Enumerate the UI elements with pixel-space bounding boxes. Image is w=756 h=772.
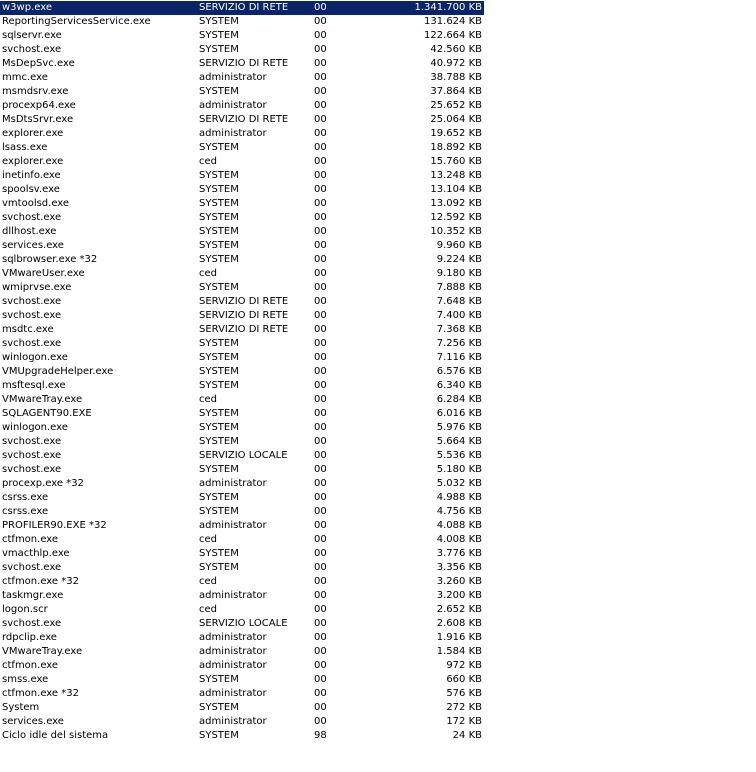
process-memory: 4.988 KB — [436, 492, 482, 503]
process-row[interactable] — [0, 435, 484, 449]
process-name: svchost.exe — [2, 436, 62, 447]
process-cpu: 00 — [314, 716, 327, 727]
process-memory: 7.888 KB — [436, 282, 482, 293]
process-row[interactable] — [0, 547, 484, 561]
process-cpu: 00 — [314, 212, 327, 223]
process-name: SQLAGENT90.EXE — [2, 408, 92, 419]
process-memory: 660 KB — [446, 674, 482, 685]
process-memory: 7.368 KB — [436, 324, 482, 335]
process-memory: 6.340 KB — [436, 380, 482, 391]
process-cpu: 00 — [314, 702, 327, 713]
process-row[interactable] — [0, 393, 484, 407]
process-memory: 9.180 KB — [436, 268, 482, 279]
process-user: SYSTEM — [199, 16, 239, 27]
process-name: sqlservr.exe — [2, 30, 62, 41]
process-user: administrator — [199, 590, 267, 601]
process-user: ced — [199, 268, 217, 279]
process-user: SYSTEM — [199, 240, 239, 251]
process-memory: 5.180 KB — [436, 464, 482, 475]
process-name: VMUpgradeHelper.exe — [2, 366, 114, 377]
process-user: SYSTEM — [199, 254, 239, 265]
process-user: SYSTEM — [199, 464, 239, 475]
process-memory: 1.584 KB — [436, 646, 482, 657]
process-user: administrator — [199, 646, 267, 657]
process-cpu: 00 — [314, 310, 327, 321]
process-row[interactable] — [0, 281, 484, 295]
process-row[interactable] — [0, 43, 484, 57]
process-user: SYSTEM — [199, 282, 239, 293]
process-user: SYSTEM — [199, 702, 239, 713]
process-name: System — [2, 702, 40, 713]
process-row[interactable] — [0, 253, 484, 267]
process-row[interactable] — [0, 309, 484, 323]
process-name: inetinfo.exe — [2, 170, 61, 181]
process-name: ReportingServicesService.exe — [2, 16, 151, 27]
process-row[interactable] — [0, 113, 484, 127]
process-user: SYSTEM — [199, 86, 239, 97]
process-user: SERVIZIO DI RETE — [199, 310, 289, 321]
process-name: PROFILER90.EXE *32 — [2, 520, 107, 531]
process-row[interactable] — [0, 211, 484, 225]
process-name: msmdsrv.exe — [2, 86, 69, 97]
process-user: SERVIZIO DI RETE — [199, 114, 289, 125]
process-memory: 5.976 KB — [436, 422, 482, 433]
process-cpu: 00 — [314, 422, 327, 433]
process-memory: 5.536 KB — [436, 450, 482, 461]
process-name: msftesql.exe — [2, 380, 66, 391]
process-user: SYSTEM — [199, 226, 239, 237]
process-name: MsDtsSrvr.exe — [2, 114, 74, 125]
process-memory: 15.760 KB — [430, 156, 482, 167]
process-row[interactable] — [0, 1, 484, 15]
process-cpu: 00 — [314, 58, 327, 69]
process-list — [0, 1, 484, 743]
process-name: services.exe — [2, 716, 64, 727]
process-memory: 13.248 KB — [430, 170, 482, 181]
process-name: logon.scr — [2, 604, 48, 615]
process-cpu: 00 — [314, 618, 327, 629]
process-user: ced — [199, 604, 217, 615]
process-cpu: 00 — [314, 576, 327, 587]
process-row[interactable] — [0, 533, 484, 547]
process-user: administrator — [199, 72, 267, 83]
process-user: SYSTEM — [199, 492, 239, 503]
process-user: SYSTEM — [199, 380, 239, 391]
process-cpu: 00 — [314, 436, 327, 447]
process-user: SYSTEM — [199, 562, 239, 573]
process-row[interactable] — [0, 295, 484, 309]
process-user: SYSTEM — [199, 548, 239, 559]
process-row[interactable] — [0, 673, 484, 687]
process-memory: 3.200 KB — [436, 590, 482, 601]
process-cpu: 00 — [314, 296, 327, 307]
process-memory: 3.776 KB — [436, 548, 482, 559]
process-cpu: 00 — [314, 72, 327, 83]
process-name: ctfmon.exe — [2, 660, 59, 671]
process-row[interactable] — [0, 715, 484, 729]
process-user: administrator — [199, 478, 267, 489]
process-cpu: 00 — [314, 646, 327, 657]
process-cpu: 00 — [314, 450, 327, 461]
process-memory: 6.284 KB — [436, 394, 482, 405]
process-memory: 3.260 KB — [436, 576, 482, 587]
process-name: explorer.exe — [2, 128, 64, 139]
process-cpu: 00 — [314, 156, 327, 167]
process-user: administrator — [199, 632, 267, 643]
process-name: wmiprvse.exe — [2, 282, 72, 293]
process-name: lsass.exe — [2, 142, 48, 153]
process-name: csrss.exe — [2, 506, 49, 517]
process-cpu: 00 — [314, 352, 327, 363]
process-cpu: 00 — [314, 170, 327, 181]
process-name: winlogon.exe — [2, 352, 68, 363]
process-row[interactable] — [0, 141, 484, 155]
process-memory: 6.016 KB — [436, 408, 482, 419]
process-memory: 4.756 KB — [436, 506, 482, 517]
process-user: administrator — [199, 520, 267, 531]
process-user: SYSTEM — [199, 436, 239, 447]
process-cpu: 00 — [314, 464, 327, 475]
process-user: ced — [199, 576, 217, 587]
process-row[interactable] — [0, 379, 484, 393]
process-memory: 5.032 KB — [436, 478, 482, 489]
process-cpu: 00 — [314, 380, 327, 391]
process-cpu: 00 — [314, 282, 327, 293]
process-cpu: 00 — [314, 226, 327, 237]
process-row[interactable] — [0, 617, 484, 631]
process-memory: 1.916 KB — [436, 632, 482, 643]
process-row[interactable] — [0, 407, 484, 421]
process-name: svchost.exe — [2, 212, 62, 223]
process-user: administrator — [199, 688, 267, 699]
process-memory: 2.652 KB — [436, 604, 482, 615]
process-memory: 6.576 KB — [436, 366, 482, 377]
process-cpu: 00 — [314, 114, 327, 125]
process-user: SERVIZIO DI RETE — [199, 2, 289, 13]
process-cpu: 00 — [314, 674, 327, 685]
process-memory: 5.664 KB — [436, 436, 482, 447]
process-cpu: 00 — [314, 394, 327, 405]
process-cpu: 00 — [314, 2, 327, 13]
process-memory: 272 KB — [446, 702, 482, 713]
process-name: procexp64.exe — [2, 100, 76, 111]
process-name: explorer.exe — [2, 156, 64, 167]
process-memory: 13.104 KB — [430, 184, 482, 195]
process-name: vmacthlp.exe — [2, 548, 70, 559]
process-name: svchost.exe — [2, 44, 62, 55]
process-memory: 172 KB — [446, 716, 482, 727]
process-user: SYSTEM — [199, 198, 239, 209]
process-row[interactable] — [0, 589, 484, 603]
process-cpu: 00 — [314, 548, 327, 559]
process-row[interactable] — [0, 365, 484, 379]
process-row[interactable] — [0, 169, 484, 183]
process-cpu: 00 — [314, 660, 327, 671]
process-memory: 10.352 KB — [430, 226, 482, 237]
process-row[interactable] — [0, 85, 484, 99]
process-name: taskmgr.exe — [2, 590, 64, 601]
process-memory: 38.788 KB — [430, 72, 482, 83]
process-memory: 7.116 KB — [436, 352, 482, 363]
process-user: SERVIZIO DI RETE — [199, 296, 289, 307]
process-user: SYSTEM — [199, 338, 239, 349]
process-cpu: 00 — [314, 688, 327, 699]
process-row[interactable] — [0, 421, 484, 435]
process-cpu: 00 — [314, 366, 327, 377]
process-cpu: 98 — [314, 730, 327, 741]
process-user: SYSTEM — [199, 674, 239, 685]
process-name: svchost.exe — [2, 562, 62, 573]
process-user: SERVIZIO DI RETE — [199, 324, 289, 335]
process-row[interactable] — [0, 127, 484, 141]
process-name: vmtoolsd.exe — [2, 198, 70, 209]
process-row[interactable] — [0, 351, 484, 365]
process-user: administrator — [199, 716, 267, 727]
process-name: smss.exe — [2, 674, 49, 685]
process-memory: 18.892 KB — [430, 142, 482, 153]
process-name: sqlbrowser.exe *32 — [2, 254, 98, 265]
process-cpu: 00 — [314, 478, 327, 489]
process-memory: 12.592 KB — [430, 212, 482, 223]
process-cpu: 00 — [314, 184, 327, 195]
process-user: SYSTEM — [199, 730, 239, 741]
process-user: SYSTEM — [199, 408, 239, 419]
process-user: ced — [199, 534, 217, 545]
process-name: mmc.exe — [2, 72, 48, 83]
process-user: SERVIZIO LOCALE — [199, 450, 288, 461]
process-name: svchost.exe — [2, 338, 62, 349]
process-cpu: 00 — [314, 338, 327, 349]
process-name: MsDepSvc.exe — [2, 58, 75, 69]
process-row[interactable] — [0, 603, 484, 617]
process-row[interactable] — [0, 71, 484, 85]
process-name: svchost.exe — [2, 450, 62, 461]
process-cpu: 00 — [314, 324, 327, 335]
process-user: SERVIZIO DI RETE — [199, 58, 289, 69]
process-memory: 4.008 KB — [436, 534, 482, 545]
process-name: ctfmon.exe *32 — [2, 688, 79, 699]
process-cpu: 00 — [314, 30, 327, 41]
process-name: svchost.exe — [2, 464, 62, 475]
process-cpu: 00 — [314, 590, 327, 601]
process-user: SYSTEM — [199, 352, 239, 363]
process-cpu: 00 — [314, 492, 327, 503]
process-name: procexp.exe *32 — [2, 478, 84, 489]
process-name: w3wp.exe — [2, 2, 52, 13]
process-name: VMwareUser.exe — [2, 268, 85, 279]
process-memory: 122.664 KB — [424, 30, 482, 41]
process-row[interactable] — [0, 729, 484, 743]
process-memory: 3.356 KB — [436, 562, 482, 573]
process-user: SYSTEM — [199, 170, 239, 181]
process-cpu: 00 — [314, 632, 327, 643]
process-user: SYSTEM — [199, 30, 239, 41]
process-name: msdtc.exe — [2, 324, 54, 335]
process-cpu: 00 — [314, 142, 327, 153]
process-memory: 9.960 KB — [436, 240, 482, 251]
process-row[interactable] — [0, 519, 484, 533]
process-memory: 19.652 KB — [430, 128, 482, 139]
process-row[interactable] — [0, 645, 484, 659]
process-memory: 42.560 KB — [430, 44, 482, 55]
process-memory: 24 KB — [452, 730, 482, 741]
process-memory: 2.608 KB — [436, 618, 482, 629]
process-row[interactable] — [0, 561, 484, 575]
process-memory: 972 KB — [446, 660, 482, 671]
process-row[interactable] — [0, 575, 484, 589]
process-memory: 13.092 KB — [430, 198, 482, 209]
process-row[interactable] — [0, 197, 484, 211]
process-cpu: 00 — [314, 408, 327, 419]
process-row[interactable] — [0, 463, 484, 477]
process-row[interactable] — [0, 631, 484, 645]
process-user: SYSTEM — [199, 142, 239, 153]
process-name: ctfmon.exe *32 — [2, 576, 79, 587]
process-name: svchost.exe — [2, 618, 62, 629]
process-name: csrss.exe — [2, 492, 49, 503]
process-row[interactable] — [0, 267, 484, 281]
process-user: administrator — [199, 128, 267, 139]
process-row[interactable] — [0, 183, 484, 197]
process-memory: 7.400 KB — [436, 310, 482, 321]
process-row[interactable] — [0, 99, 484, 113]
process-memory: 1.341.700 KB — [414, 2, 482, 13]
process-memory: 7.648 KB — [436, 296, 482, 307]
process-row[interactable] — [0, 449, 484, 463]
process-cpu: 00 — [314, 100, 327, 111]
process-row[interactable] — [0, 701, 484, 715]
process-memory: 131.624 KB — [424, 16, 482, 27]
process-user: SYSTEM — [199, 366, 239, 377]
process-user: SYSTEM — [199, 44, 239, 55]
process-cpu: 00 — [314, 268, 327, 279]
process-memory: 9.224 KB — [436, 254, 482, 265]
process-cpu: 00 — [314, 534, 327, 545]
process-memory: 576 KB — [446, 688, 482, 699]
process-row[interactable] — [0, 323, 484, 337]
process-row[interactable] — [0, 155, 484, 169]
process-user: administrator — [199, 660, 267, 671]
process-cpu: 00 — [314, 254, 327, 265]
process-memory: 25.064 KB — [430, 114, 482, 125]
process-cpu: 00 — [314, 16, 327, 27]
process-row[interactable] — [0, 239, 484, 253]
process-memory: 4.088 KB — [436, 520, 482, 531]
process-user: administrator — [199, 100, 267, 111]
process-row[interactable] — [0, 491, 484, 505]
process-name: ctfmon.exe — [2, 534, 59, 545]
process-user: SYSTEM — [199, 212, 239, 223]
process-cpu: 00 — [314, 198, 327, 209]
process-user: ced — [199, 156, 217, 167]
process-memory: 37.864 KB — [430, 86, 482, 97]
process-row[interactable] — [0, 687, 484, 701]
process-name: VMwareTray.exe — [2, 646, 83, 657]
process-user: SYSTEM — [199, 422, 239, 433]
process-row[interactable] — [0, 337, 484, 351]
process-memory: 7.256 KB — [436, 338, 482, 349]
process-row[interactable] — [0, 15, 484, 29]
process-name: Ciclo idle del sistema — [2, 730, 109, 741]
process-cpu: 00 — [314, 604, 327, 615]
process-name: dllhost.exe — [2, 226, 57, 237]
process-name: VMwareTray.exe — [2, 394, 83, 405]
process-cpu: 00 — [314, 506, 327, 517]
process-name: spoolsv.exe — [2, 184, 60, 195]
process-row[interactable] — [0, 29, 484, 43]
process-user: SERVIZIO LOCALE — [199, 618, 288, 629]
process-row[interactable] — [0, 477, 484, 491]
process-name: svchost.exe — [2, 296, 62, 307]
process-row[interactable] — [0, 659, 484, 673]
process-name: svchost.exe — [2, 310, 62, 321]
process-memory: 40.972 KB — [430, 58, 482, 69]
process-cpu: 00 — [314, 562, 327, 573]
process-user: ced — [199, 394, 217, 405]
process-cpu: 00 — [314, 128, 327, 139]
process-name: winlogon.exe — [2, 422, 68, 433]
process-cpu: 00 — [314, 520, 327, 531]
process-user: SYSTEM — [199, 184, 239, 195]
process-user: SYSTEM — [199, 506, 239, 517]
process-name: rdpclip.exe — [2, 632, 57, 643]
process-cpu: 00 — [314, 86, 327, 97]
process-row[interactable] — [0, 505, 484, 519]
process-row[interactable] — [0, 225, 484, 239]
process-name: services.exe — [2, 240, 64, 251]
process-cpu: 00 — [314, 44, 327, 55]
process-row[interactable] — [0, 57, 484, 71]
process-cpu: 00 — [314, 240, 327, 251]
process-memory: 25.652 KB — [430, 100, 482, 111]
